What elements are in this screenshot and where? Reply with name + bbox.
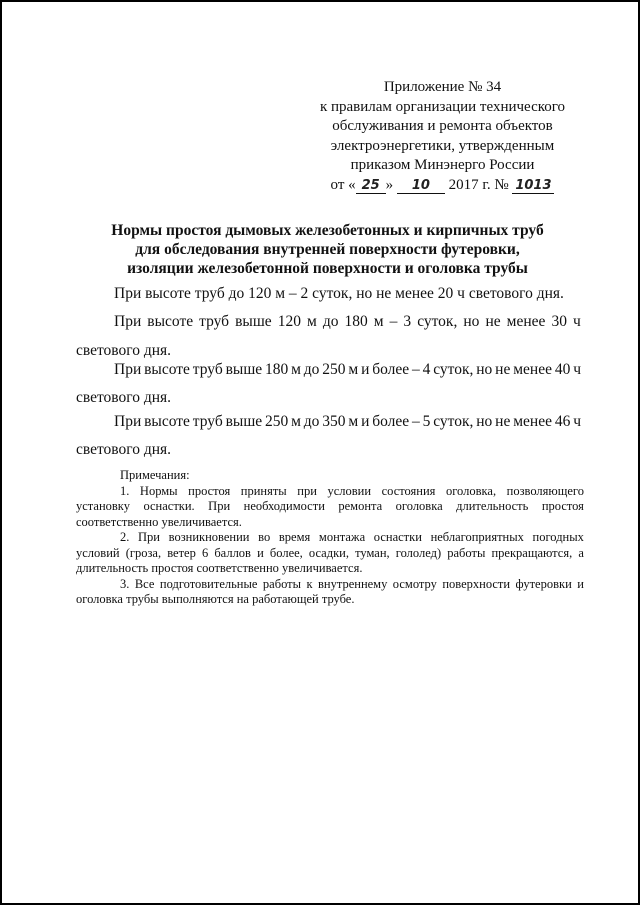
word: до — [303, 361, 320, 378]
word: Все — [134, 576, 155, 591]
header-line: приказом Минэнерго России — [350, 157, 535, 173]
word: и — [257, 545, 264, 560]
word: 3 — [403, 313, 412, 330]
word: менее — [513, 413, 552, 430]
word: 4 — [422, 361, 431, 378]
word: возникновении — [168, 530, 250, 544]
word: – — [412, 413, 420, 430]
word: простоя — [541, 499, 584, 513]
word: выше — [235, 313, 272, 330]
word: более — [372, 361, 410, 378]
word: условии — [327, 483, 372, 498]
word: но — [476, 413, 493, 430]
note-1-line — [120, 484, 584, 500]
word: высоте — [144, 361, 190, 378]
word: ч — [572, 313, 581, 330]
word: оголовка, — [445, 483, 497, 498]
word: 6 — [201, 545, 209, 560]
word: не — [495, 413, 511, 430]
note-1-line — [76, 499, 584, 515]
word: – — [389, 313, 398, 330]
word: время — [278, 530, 311, 544]
appendix-number: Приложение № 34 — [383, 79, 502, 95]
header-line: обслуживания и ремонта объектов — [332, 118, 553, 134]
word: условий — [76, 545, 120, 560]
word: длительность — [456, 499, 529, 513]
word: оголовка — [395, 499, 443, 513]
word: высоте — [147, 313, 194, 330]
word: 120 — [277, 313, 301, 330]
word: оснастки — [373, 530, 422, 544]
word: м — [306, 313, 317, 330]
word: осмотру — [392, 576, 437, 591]
note-2-end: длительность простоя соответственно увеличивается. — [76, 561, 363, 575]
word: гололед) — [395, 545, 442, 560]
word: баллов — [214, 545, 251, 560]
word: более — [372, 413, 410, 430]
word: футеровки — [515, 576, 572, 591]
word: м — [348, 361, 359, 378]
word: При — [114, 413, 142, 430]
norm-paragraph-2-line — [114, 313, 581, 331]
appendix-header — [300, 78, 585, 195]
word: труб — [199, 313, 230, 330]
word: При — [138, 530, 160, 544]
word: приняты — [240, 483, 287, 498]
word: позволяющего — [506, 483, 584, 498]
word: установку — [76, 499, 130, 513]
word: 250 — [265, 413, 289, 430]
word: во — [258, 530, 271, 544]
word: не — [495, 361, 511, 378]
word: 180 — [265, 361, 289, 378]
word: Нормы — [139, 483, 178, 498]
word: погодных — [532, 530, 584, 544]
order-date-line — [300, 176, 585, 196]
word: м — [373, 313, 384, 330]
word: менее — [513, 361, 552, 378]
word: до — [322, 313, 339, 330]
header-line: электроэнергетики, утвержденным — [330, 137, 555, 154]
word: 350 — [322, 413, 346, 430]
date-prefix: от « — [330, 176, 356, 193]
word: монтажа — [318, 530, 366, 544]
word: При — [208, 499, 231, 513]
word: менее — [506, 313, 546, 330]
note-2-line — [120, 530, 584, 546]
word: 2. — [120, 530, 130, 544]
word: к — [306, 576, 313, 591]
word: осадки, — [308, 545, 349, 560]
note-1-end: соответственно увеличивается. — [76, 514, 242, 529]
word: (гроза, — [125, 545, 162, 560]
title-line: для обследования внутренней поверхности футеровки, — [135, 241, 520, 258]
header-line: к правилам организации технического — [319, 98, 566, 115]
word: суток, — [417, 313, 458, 330]
word: оснастки. — [143, 499, 195, 513]
word: 40 — [554, 361, 571, 378]
word: м — [291, 413, 301, 430]
word: 5 — [422, 413, 431, 430]
scan-edge-left — [0, 0, 2, 905]
word: но — [476, 361, 493, 378]
notes-heading: Примечания: — [120, 468, 190, 482]
norm-paragraph-1: При высоте труб до 120 м – 2 суток, но не менее 20 ч светового дня. — [114, 285, 564, 302]
word: ч — [573, 361, 581, 378]
word: поверхности — [442, 576, 511, 591]
word: 3. — [120, 576, 130, 591]
norm-paragraph-2-tail: светового дня. — [76, 342, 172, 359]
word: труб — [192, 413, 223, 430]
word: необходимости — [243, 499, 325, 513]
word: простоя — [188, 483, 231, 498]
word: туман, — [355, 545, 390, 560]
word: 46 — [554, 413, 571, 430]
document-title — [90, 221, 565, 278]
word: до — [303, 413, 320, 430]
word: не — [485, 313, 501, 330]
word: суток, — [433, 361, 474, 378]
date-year: 2017 г. № — [448, 176, 509, 193]
word: 180 — [344, 313, 368, 330]
word: выше — [225, 361, 263, 378]
word: При — [114, 313, 142, 330]
word: 250 — [322, 361, 346, 378]
norm-paragraph-4-line — [114, 413, 581, 431]
title-line: изоляции железобетонной поверхности и оголовка трубы — [127, 260, 528, 277]
word: 30 — [551, 313, 567, 330]
word: и — [361, 413, 370, 430]
word: при — [297, 483, 317, 498]
word: суток, — [433, 413, 474, 430]
word: и — [361, 361, 370, 378]
date-separator: » — [385, 176, 394, 193]
word: труб — [192, 361, 223, 378]
word: но — [463, 313, 480, 330]
scan-edge-top — [0, 0, 640, 2]
word: м — [291, 361, 301, 378]
word: м — [348, 413, 359, 430]
norm-paragraph-4-tail: светового дня. — [76, 441, 172, 458]
note-3-end: оголовка трубы выполняются на работающей трубе. — [76, 592, 355, 606]
word: высоте — [144, 413, 190, 430]
word: неблагоприятных — [430, 530, 524, 544]
note-3-line — [120, 577, 584, 593]
word: состояния — [381, 483, 436, 498]
word: ремонта — [338, 499, 383, 513]
word: При — [114, 361, 142, 378]
word: более, — [269, 545, 303, 560]
handwritten-order-number: 1013 — [512, 178, 554, 194]
word: ветер — [167, 545, 196, 560]
note-2-line — [76, 546, 584, 562]
notes-section — [76, 468, 584, 608]
word: выше — [225, 413, 263, 430]
word: а — [578, 545, 584, 560]
word: работы — [447, 545, 486, 560]
word: подготовительные — [159, 576, 258, 591]
norm-paragraph-3-line — [114, 361, 581, 379]
word: – — [412, 361, 420, 378]
word: работы — [262, 576, 302, 591]
norm-paragraph-3-tail: светового дня. — [76, 389, 172, 406]
word: и — [577, 576, 584, 591]
word: прекращаются, — [491, 545, 573, 560]
handwritten-day: 25 — [356, 178, 386, 194]
word: 1. — [120, 483, 130, 498]
word: ч — [573, 413, 581, 430]
handwritten-month: 10 — [397, 178, 445, 194]
word: внутреннему — [318, 576, 388, 591]
title-line: Нормы простоя дымовых железобетонных и кирпичных труб — [111, 222, 544, 239]
